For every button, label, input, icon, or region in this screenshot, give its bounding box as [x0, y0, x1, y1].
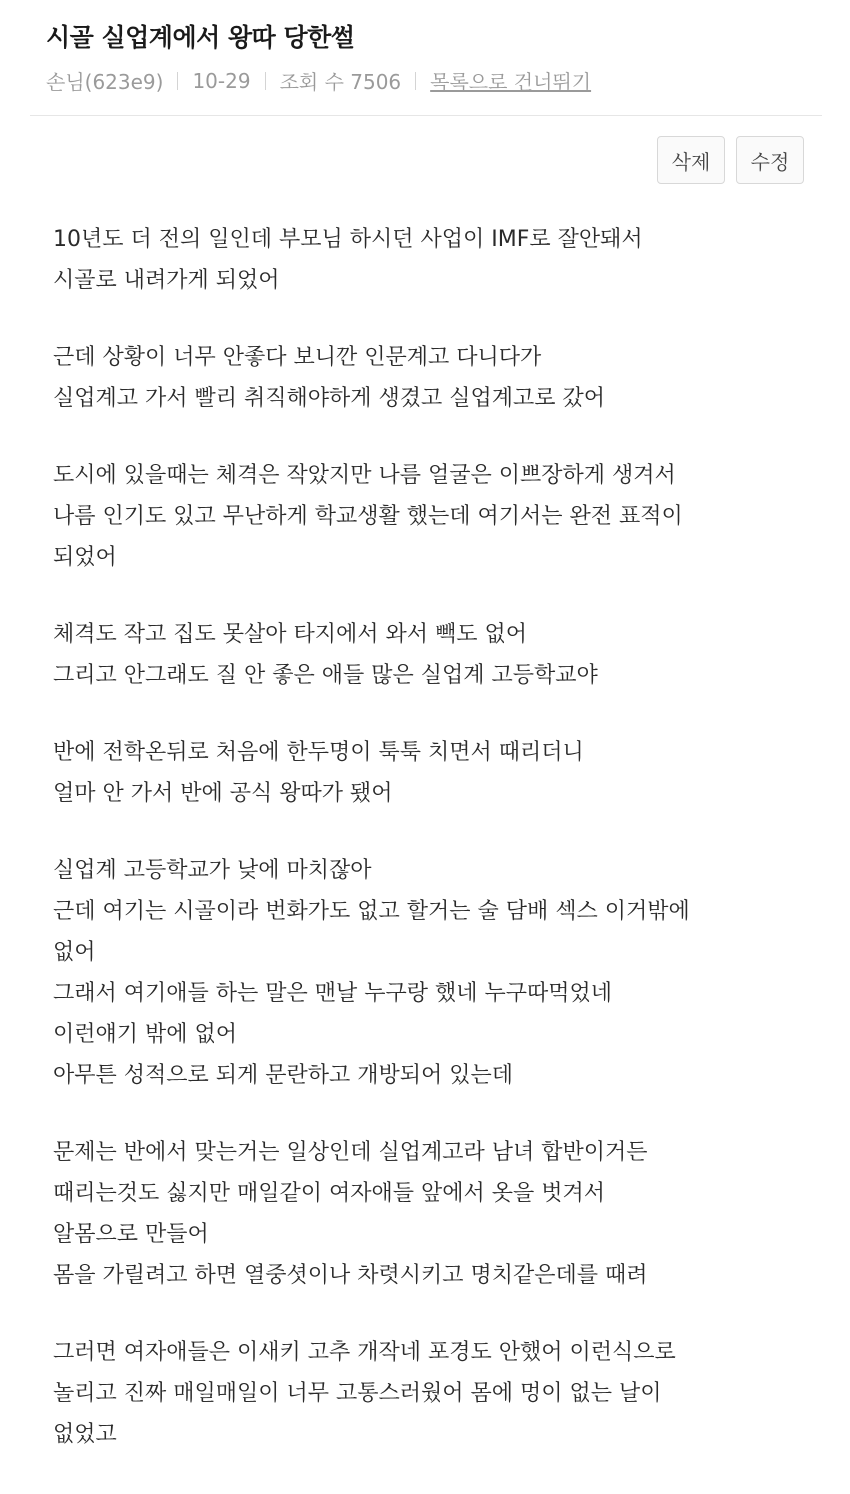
text-line: 아무튼 성적으로 되게 문란하고 개방되어 있는데 [53, 1063, 514, 1088]
text-line: 알몸으로 만들어 [53, 1222, 209, 1247]
text-line: 그리고 안그래도 질 안 좋은 애들 많은 실업계 고등학교야 [53, 663, 598, 688]
text-line: 놀리고 진짜 매일매일이 너무 고통스러웠어 몸에 멍이 없는 날이 [53, 1381, 662, 1406]
view-count: 조회 수 7506 [279, 70, 402, 94]
text-line: 그러면 여자애들은 이새키 고추 개작네 포경도 안했어 이런식으로 [53, 1340, 676, 1365]
jump-to-list-link[interactable]: 목록으로 건너뛰기 [430, 70, 592, 94]
text-line: 실업계 고등학교가 낮에 마치잖아 [53, 858, 372, 883]
post-date: 10-29 [192, 68, 251, 93]
paragraph [53, 850, 833, 1096]
delete-button[interactable]: 삭제 [657, 136, 725, 184]
text-line: 얼마 안 가서 반에 공식 왕따가 됐어 [53, 781, 393, 806]
post-body [53, 219, 833, 1491]
text-line: 실업계고 가서 빨리 취직해야하게 생겼고 실업계고로 갔어 [53, 386, 606, 411]
paragraph [53, 732, 833, 814]
paragraph [53, 455, 833, 578]
post-meta [46, 66, 591, 95]
text-line: 10년도 더 전의 일인데 부모님 하시던 사업이 IMF로 잘안돼서 [53, 227, 643, 252]
author-name[interactable]: 손님(623e9) [46, 70, 164, 94]
text-line: 반에 전학온뒤로 처음에 한두명이 툭툭 치면서 때리더니 [53, 740, 584, 765]
meta-divider [415, 72, 416, 90]
text-line: 때리는것도 싫지만 매일같이 여자애들 앞에서 옷을 벗겨서 [53, 1181, 606, 1206]
text-line: 없었고 [53, 1422, 117, 1447]
paragraph [53, 219, 833, 301]
text-line: 이런얘기 밖에 없어 [53, 1022, 238, 1047]
text-line: 몸을 가릴려고 하면 열중셧이나 차렷시키고 명치같은데를 때려 [53, 1263, 648, 1288]
text-line: 없어 [53, 940, 96, 965]
paragraph [53, 614, 833, 696]
text-line: 체격도 작고 집도 못살아 타지에서 와서 빽도 없어 [53, 622, 527, 647]
meta-divider [177, 72, 178, 90]
text-line: 그래서 여기애들 하는 말은 맨날 누구랑 했네 누구따먹었네 [53, 981, 613, 1006]
text-line: 나름 인기도 있고 무난하게 학교생활 했는데 여기서는 완전 표적이 [53, 504, 683, 529]
text-line: 문제는 반에서 맞는거는 일상인데 실업계고라 남녀 합반이거든 [53, 1140, 648, 1165]
paragraph [53, 337, 833, 419]
header-divider [30, 115, 822, 116]
meta-divider [265, 72, 266, 90]
edit-button[interactable]: 수정 [736, 136, 804, 184]
text-line: 되었어 [53, 545, 117, 570]
post-actions [657, 136, 804, 184]
paragraph [53, 1332, 833, 1455]
text-line: 시골로 내려가게 되었어 [53, 268, 280, 293]
paragraph [53, 1132, 833, 1296]
text-line: 근데 상황이 너무 안좋다 보니깐 인문계고 다니다가 [53, 345, 542, 370]
text-line: 근데 여기는 시골이라 번화가도 없고 할거는 술 담배 섹스 이거밖에 [53, 899, 690, 924]
post-title: 시골 실업계에서 왕따 당한썰 [46, 23, 355, 52]
text-line: 도시에 있을때는 체격은 작았지만 나름 얼굴은 이쁘장하게 생겨서 [53, 463, 676, 488]
